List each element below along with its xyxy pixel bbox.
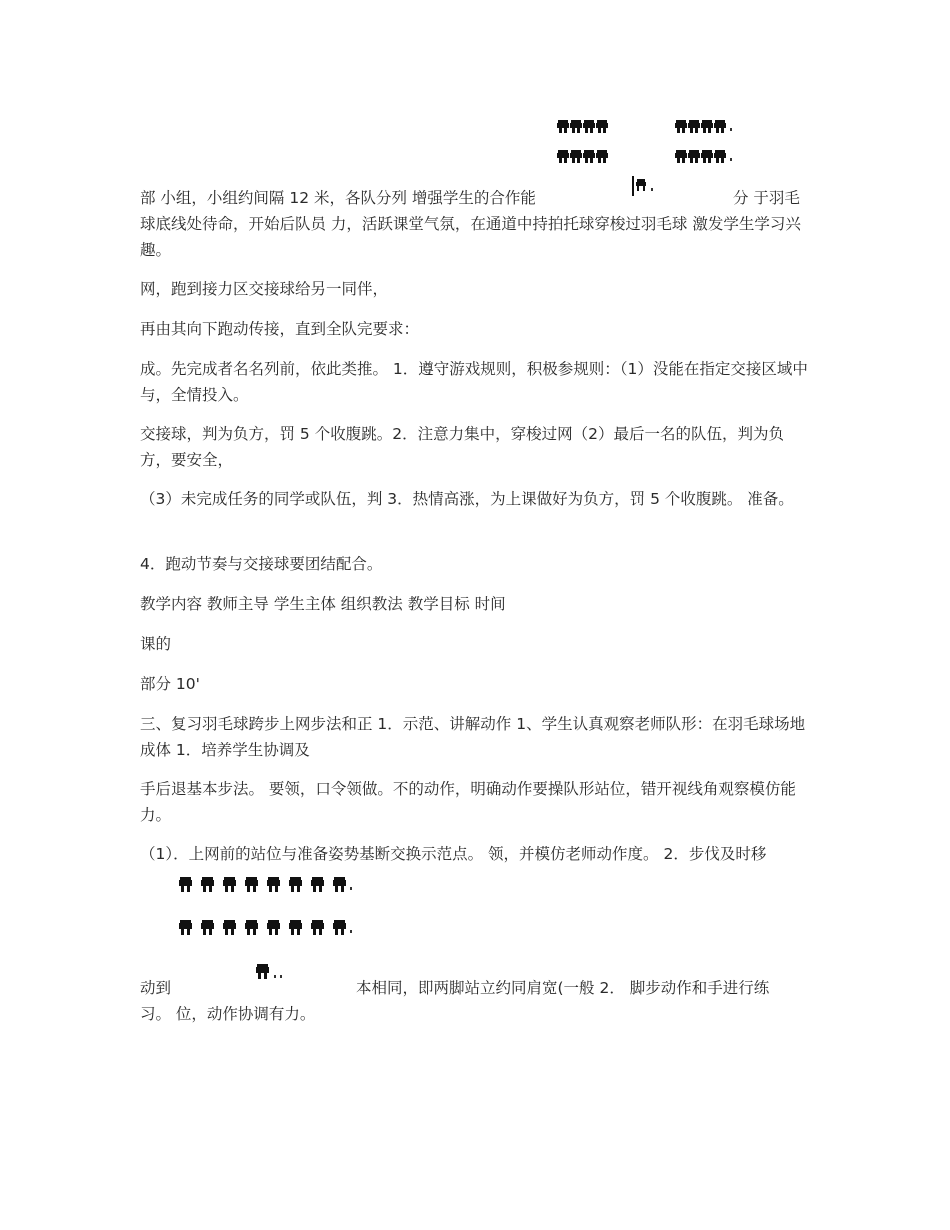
paragraph-section-label: 课的 — [140, 635, 172, 653]
practice-formation-diagram — [176, 874, 361, 942]
row-front — [179, 877, 352, 892]
paragraph-8: 三、复习羽毛球跨步上网步法和正 1．示范、讲解动作 1、学生认真观察老师队形：在羽毛球场地成体 1．培养学生协调及 — [140, 715, 806, 759]
group-top-left — [557, 120, 608, 133]
table-header-row: 教学内容 教师主导 学生主体 组织教法 教学目标 时间 — [140, 595, 506, 613]
paragraph-11-end: 本相同，即两脚站立约同肩宽(一般 2． 脚步动作和手进行练 — [356, 979, 770, 997]
paragraph-1-start: 部 小组，小组约间隔 12 米，各队分列 增强学生的合作能 — [140, 189, 536, 207]
paragraph-5: 交接球，判为负方，罚 5 个收腹跳。2．注意力集中，穿梭过网（2）最后一名的队伍，判为负方，要安全， — [140, 425, 784, 469]
paragraph-9: 手后退基本步法。 要领，口令领做。不的动作，明确动作要操队形站位，错开视线角观察模仿能力。 — [140, 780, 796, 824]
group-bottom-left — [557, 150, 608, 163]
relay-formation-diagram — [555, 118, 745, 174]
practice-formation-figures — [176, 874, 361, 942]
person-figure-icon — [632, 176, 662, 198]
paragraph-7: 4．跑动节奏与交接球要团结配合。 — [140, 555, 383, 573]
row-back — [179, 920, 352, 935]
paragraph-11-start: 动到 — [140, 979, 172, 997]
paragraph-1-continued: 球底线处待命，开始后队员 力，活跃课堂气氛，在通道中持拍托球穿梭过羽毛球 激发学生学习兴趣。 — [140, 215, 801, 259]
paragraph-4: 成。先完成者名名列前，依此类推。 1．遵守游戏规则，积极参规则：（1）没能在指定交接区域中与，全情投入。 — [140, 360, 808, 404]
relay-formation-figures — [555, 118, 745, 174]
paragraph-section-time: 部分 10' — [140, 675, 200, 693]
paragraph-6: （3）未完成任务的同学或队伍，判 3．热情高涨，为上课做好为负方，罚 5 个收腹跳。 准备。 — [140, 490, 794, 508]
paragraph-1-end: 分 于羽毛 — [733, 189, 800, 207]
paragraph-2: 网，跑到接力区交接球给另一同伴， — [140, 280, 389, 298]
group-bottom-right — [675, 150, 732, 163]
paragraph-11-continued: 习。 位，动作协调有力。 — [140, 1005, 316, 1023]
person-figure-icon — [254, 962, 288, 984]
instructor-figure — [254, 962, 288, 984]
paragraph-3: 再由其向下跑动传接，直到全队完要求： — [140, 320, 420, 338]
paragraph-10: （1）．上网前的站位与准备姿势基断交换示范点。 领，并模仿老师动作度。 2．步伐及时移 — [140, 845, 767, 863]
group-top-right — [675, 120, 732, 133]
teacher-figure — [632, 176, 662, 198]
